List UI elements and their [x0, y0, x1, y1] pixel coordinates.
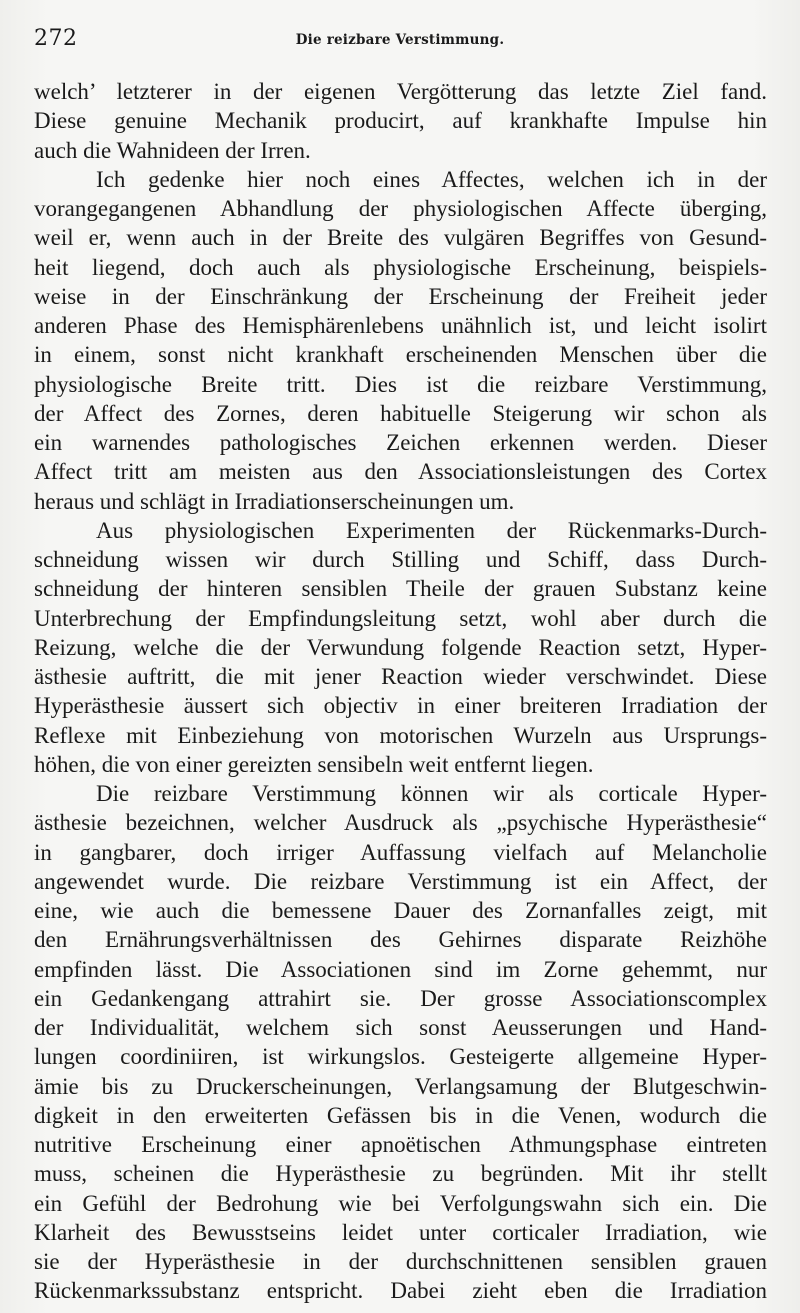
text-line: weil er, wenn auch in der Breite des vulgären Begriffes von Gesund-	[34, 225, 767, 251]
text-line: ein warnendes pathologisches Zeichen erkennen werden. Dieser	[34, 430, 767, 455]
body-text	[34, 77, 767, 1306]
text-line: heit liegend, doch auch als physiologische Erscheinung, beispiels-	[34, 254, 767, 280]
text-line: Reizung, welche die der Verwundung folgende Reaction setzt, Hyper-	[34, 634, 767, 660]
text-line: der Individualität, welchem sich sonst Aeusserungen und Hand-	[34, 1015, 767, 1040]
text-line: Reflexe mit Einbeziehung von motorischen Wurzeln aus Ursprungs-	[34, 722, 767, 748]
text-line: anderen Phase des Hemisphärenlebens unähnlich ist, und leicht isolirt	[34, 313, 767, 338]
page-header	[34, 26, 766, 56]
text-line: digkeit in den erweiterten Gefässen bis in die Venen, wodurch die	[34, 1102, 767, 1128]
running-title: Die reizbare Verstimmung.	[295, 32, 505, 48]
text-line: nutritive Erscheinung einer apnoëtischen Athmungsphase eintreten	[34, 1132, 767, 1157]
text-line: lungen coordiniiren, ist wirkungslos. Gesteigerte allgemeine Hyper-	[34, 1044, 767, 1070]
text-line: schneidung wissen wir durch Stilling und Schiff, dass Durch-	[34, 547, 767, 572]
text-line: Die reizbare Verstimmung können wir als corticale Hyper-	[96, 781, 767, 806]
text-line: den Ernährungsverhältnissen des Gehirnes disparate Reizhöhe	[34, 927, 767, 953]
text-line: Ich gedenke hier noch eines Affectes, welchen ich in der	[96, 166, 767, 192]
text-line: ein Gefühl der Bedrohung wie bei Verfolgungswahn sich ein. Die	[34, 1190, 767, 1216]
text-line: in gangbarer, doch irriger Auffassung vielfach auf Melancholie	[34, 839, 767, 865]
text-line: Hyperästhesie äussert sich objectiv in einer breiteren Irradiation der	[34, 693, 767, 719]
text-line: Affect tritt am meisten aus den Associationsleistungen des Cortex	[34, 459, 767, 485]
text-line: angewendet wurde. Die reizbare Verstimmung ist ein Affect, der	[34, 868, 767, 894]
text-line: Klarheit des Bewusstseins leidet unter corticaler Irradiation, wie	[34, 1219, 767, 1245]
text-line: der Affect des Zornes, deren habituelle Steigerung wir schon als	[34, 400, 767, 426]
text-line: Diese genuine Mechanik producirt, auf krankhafte Impulse hin	[34, 108, 767, 134]
text-line: ämie bis zu Druckerscheinungen, Verlangsamung der Blutgeschwin-	[34, 1073, 767, 1099]
text-line: auch die Wahnideen der Irren.	[34, 137, 311, 163]
text-line: Unterbrechung der Empfindungsleitung setzt, wohl aber durch die	[34, 605, 767, 631]
text-line: Aus physiologischen Experimenten der Rückenmarks-Durch-	[96, 517, 767, 543]
text-line: in einem, sonst nicht krankhaft erscheinenden Menschen über die	[34, 342, 767, 368]
text-line: ästhesie auftritt, die mit jener Reaction wieder verschwindet. Diese	[34, 664, 767, 689]
text-line: höhen, die von einer gereizten sensibeln weit entfernt liegen.	[34, 751, 594, 777]
text-line: muss, scheinen die Hyperästhesie zu begründen. Mit ihr stellt	[34, 1161, 767, 1187]
text-line: empfinden lässt. Die Associationen sind im Zorne gehemmt, nur	[34, 956, 767, 982]
text-line: ein Gedankengang attrahirt sie. Der grosse Associationscomplex	[34, 985, 767, 1011]
text-line: physiologische Breite tritt. Dies ist die reizbare Verstimmung,	[34, 371, 767, 397]
text-line: weise in der Einschränkung der Erscheinung der Freiheit jeder	[34, 283, 767, 309]
text-line: heraus und schlägt in Irradiationserscheinungen um.	[34, 488, 515, 514]
text-line: ästhesie bezeichnen, welcher Ausdruck als „psychische Hyperästhesie“	[34, 810, 767, 836]
text-line: sie der Hyperästhesie in der durchschnittenen sensiblen grauen	[34, 1249, 767, 1274]
text-line: Rückenmarkssubstanz entspricht. Dabei zieht eben die Irradiation	[34, 1278, 767, 1304]
text-line: schneidung der hinteren sensiblen Theile der grauen Substanz keine	[34, 576, 767, 602]
text-line: vorangegangenen Abhandlung der physiologischen Affecte überging,	[34, 196, 767, 221]
text-line: eine, wie auch die bemessene Dauer des Zornanfalles zeigt, mit	[34, 898, 767, 923]
page-number: 272	[34, 26, 78, 51]
text-line: welch’ letzterer in der eigenen Vergötterung das letzte Ziel fand.	[34, 79, 767, 104]
